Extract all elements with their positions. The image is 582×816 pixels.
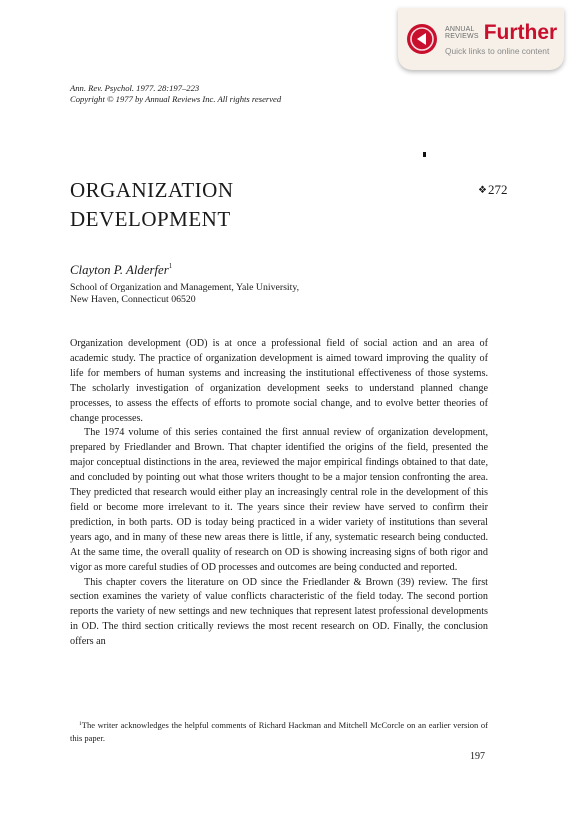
affiliation-line-1: School of Organization and Management, Yale University,	[70, 282, 300, 293]
affiliation-line-2: New Haven, Connecticut 06520	[70, 294, 196, 305]
body-paragraph-2: The 1974 volume of this series contained the first annual review of organization development, prepared by Friedlander and Brown. That chapter identified the origins of the field, presented the major conceptual distinctions in the area, reviewed the major empirical findings obtained to that date, and concluded by pointing out what those writers thought to be a major tension confronting the area. They predicted that research would either play an increasingly central role in the development of this field or become more irrelevant to it. The years since their review have served to confirm their prediction, in both parts. OD is today being practiced in a wider variety of institutions than several years ago, and in many of these new areas there is little, if any, systematic research being conducted. At the same time, the overall quality of research on OD is showing increasing signs of both rigor and vigor as more careful studies of OD processes and outcomes are being conducted and reported.	[70, 427, 488, 573]
article-title	[70, 176, 233, 234]
badge-tagline[interactable]: Quick links to online content	[445, 46, 550, 56]
chapter-number-value: 272	[487, 182, 508, 197]
body-paragraph-3: This chapter covers the literature on OD since the Friedlander & Brown (39) review. The first section examines the variety of value conflicts characteristic of the field today. The second portion reports the variety of new settings and new techniques that represent latest professional developments in OD. The third section critically reviews the most recent research on OD. Finally, the conclusion offers an	[70, 576, 488, 648]
chapter-number	[478, 182, 507, 198]
author-affiliation	[70, 282, 299, 306]
citation-line-1: Ann. Rev. Psychol. 1977. 28:197–223	[70, 83, 200, 93]
citation-line-2: Copyright © 1977 by Annual Reviews Inc. All rights reserved	[70, 94, 282, 104]
author-footnote-mark[interactable]: 1	[168, 262, 173, 270]
play-arrow-icon	[407, 24, 437, 54]
article-body	[70, 337, 488, 650]
printer-mark	[423, 152, 426, 157]
title-line-1: ORGANIZATION	[70, 178, 234, 202]
footnote-mark: 1	[79, 721, 82, 727]
author-name-text: Clayton P. Alderfer	[70, 263, 169, 277]
title-line-2: DEVELOPMENT	[70, 207, 231, 231]
journal-citation	[70, 83, 281, 105]
badge-text	[445, 22, 557, 56]
body-paragraph-1: Organization development (OD) is at once a professional field of social action and an area of academic study. The practice of organization development is aimed toward improving the quality of life for members of human systems and increasing the institutional effectiveness of those systems. The scholarly investigation of organization development seeks to understand planned change processes, to assess the effects of efforts to promote social change, and to evolve better theories of change processes.	[70, 338, 488, 424]
page-number: 197	[470, 751, 485, 762]
badge-brand	[445, 26, 479, 41]
brand-line-1: ANNUAL	[445, 25, 475, 33]
author-name	[70, 262, 172, 278]
badge-name: Further	[483, 21, 558, 44]
diamond-ornament-icon: ❖	[478, 184, 487, 196]
footnote-text: The writer acknowledges the helpful comments of Richard Hackman and Mitchell McCorcle on an earlier version of this paper.	[70, 720, 488, 743]
footnote	[70, 718, 488, 744]
annual-reviews-further-badge[interactable]	[398, 8, 564, 70]
brand-line-2: REVIEWS	[445, 33, 479, 40]
